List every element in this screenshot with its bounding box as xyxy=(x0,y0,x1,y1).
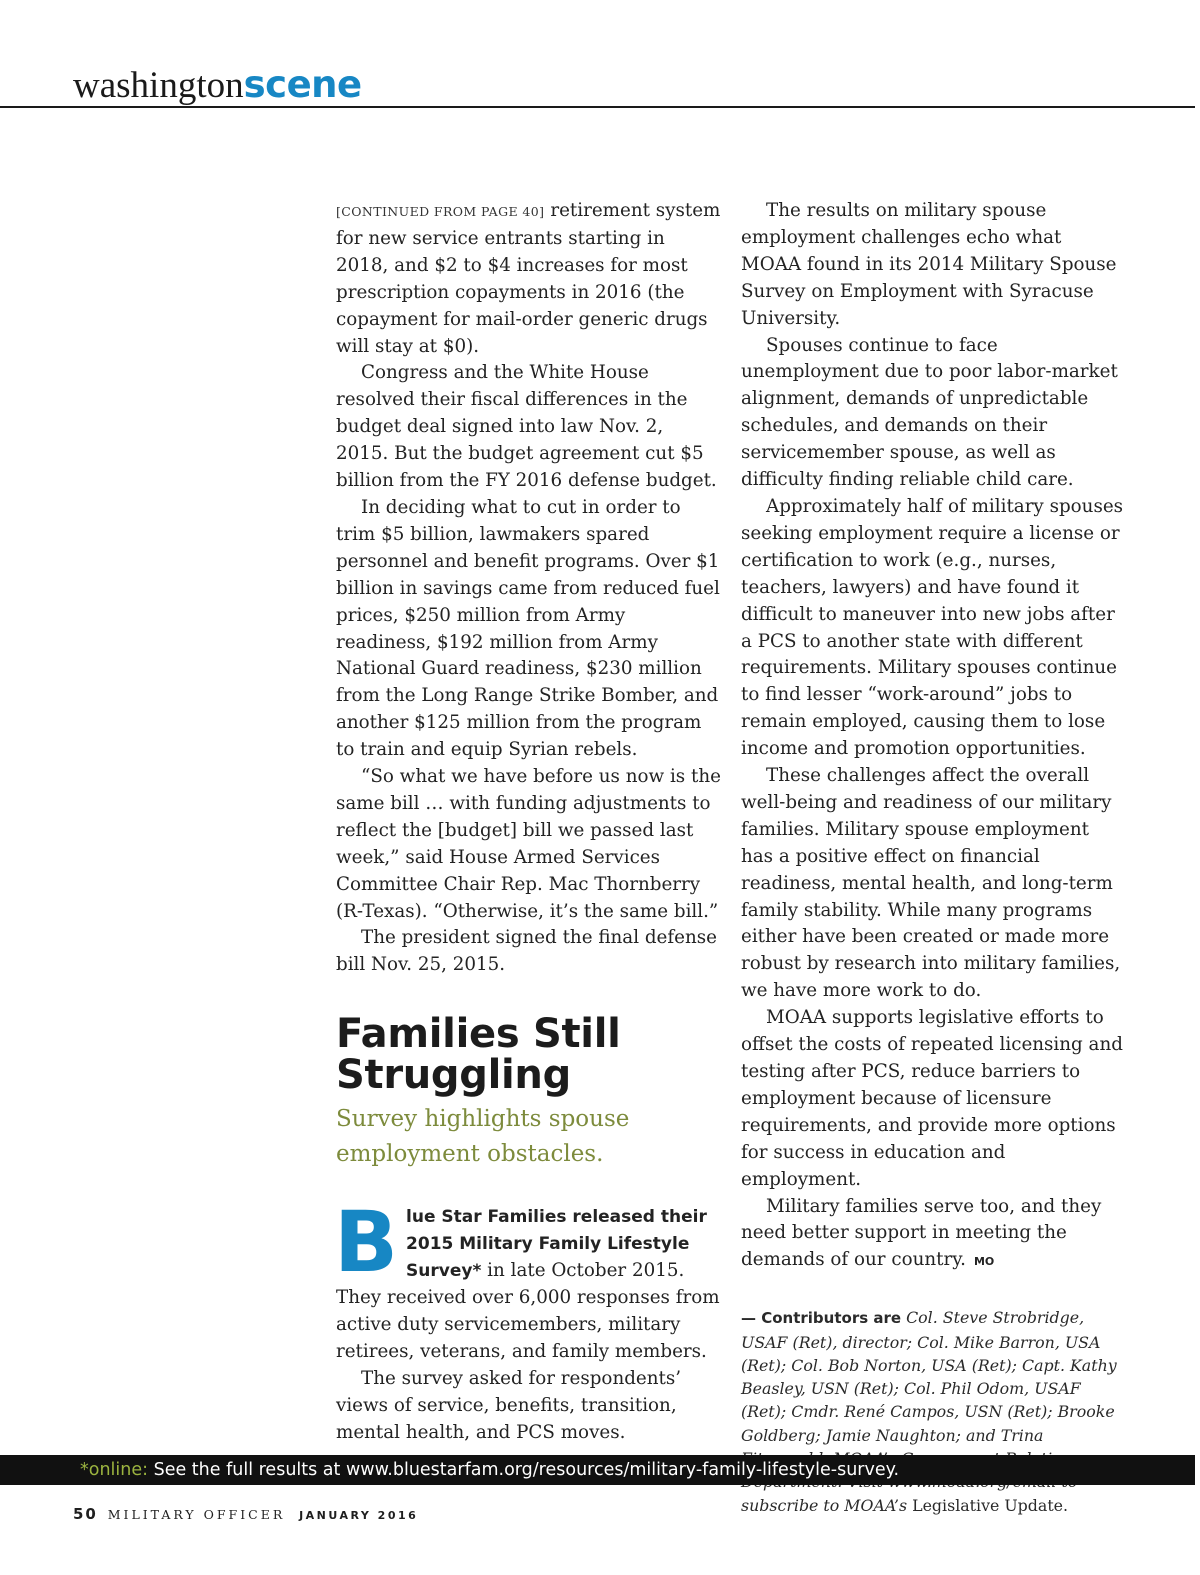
left-column xyxy=(336,198,721,1446)
right-paragraph-5: MOAA supports legislative efforts to offset the costs of repeated licensing and testing after PCS, reduce barriers to employment because of licensure requirements, and provide more options for success in education and employment. xyxy=(741,1007,1123,1190)
left-paragraph-6: The survey asked for respondents’ views of service, benefits, transition, mental health, and PCS moves. xyxy=(336,1367,682,1443)
section-heading xyxy=(73,63,362,106)
section-word: washington xyxy=(73,65,244,106)
contributors-note xyxy=(741,1306,1126,1517)
right-column xyxy=(741,198,1126,1517)
left-paragraph-5: The president signed the final defense bill Nov. 25, 2015. xyxy=(336,927,717,976)
lead-paragraph xyxy=(334,1193,721,1365)
issue-date: JANUARY 2016 xyxy=(299,1509,419,1522)
article-headline: Families Still Struggling xyxy=(336,1011,621,1099)
contributors-label: — Contributors are xyxy=(741,1309,902,1328)
online-bar xyxy=(0,1455,1195,1485)
lead-bold-text: lue Star Families released their 2015 Military Family Lifestyle Survey* xyxy=(406,1207,707,1282)
lead-text: in late October 2015. They received over 6,000 responses from active duty servicemembers, military retirees, veterans, and family members. xyxy=(336,1260,720,1362)
contributors-text: Col. Steve Strobridge, USAF (Ret), director; Col. Mike Barron, USA (Ret); Col. Bob Norton, USA (Ret); Capt. Kathy Beasley, USN (Ret); Col. Phil Odom, USAF (Ret); Cmdr. René Campos, USN (Ret); Brooke Goldberg; Jamie Naughton; and Trina subscribe to MOAA’s xyxy=(741,1308,1117,1515)
right-paragraph-6: Military families serve too, and they need better support in meeting the demands of our country. MO xyxy=(741,1195,1102,1271)
header-rule xyxy=(0,106,1195,108)
magazine-name: MILITARY OFFICER xyxy=(107,1507,286,1522)
left-paragraph-1: [CONTINUED FROM PAGE 40] retirement system for new service entrants starting in 2018, and $2 to $4 increases for most prescription copayments in 2016 (the copayment for mail-order generic drugs will stay at $0). xyxy=(336,200,721,357)
page-footer xyxy=(73,1505,418,1525)
left-paragraph-3: In deciding what to cut in order to trim $5 billion, lawmakers spared personnel and benefit programs. Over $1 billion in savings came from reduced fuel prices, $250 million from Army readiness, $192 million from Army National Guard readiness, $230 million from the Long Range Strike Bomber, and another $125 million from the program to train and equip Syrian rebels. xyxy=(336,496,720,761)
section-accent-word: scene xyxy=(243,63,362,106)
online-label: *online: xyxy=(80,1460,149,1480)
right-paragraph-2: Spouses continue to face unemployment due to poor labor-market alignment, demands of unpredictable schedules, and demands on their servicemember spouse, as well as difficulty finding reliable child care. xyxy=(741,334,1118,491)
right-paragraph-4: These challenges affect the overall well-being and readiness of our military families. Military spouse employment has a positive effect on financial readiness, mental health, and long-term family stability. While many programs either have been created or made more robust by research into military families, we have more work to do. xyxy=(741,765,1121,1002)
right-paragraph-3: Approximately half of military spouses seeking employment require a license or certification to work (e.g., nurses, teachers, lawyers) and have found it difficult to maneuver into new jobs after a PCS to another state with different requirements. Military spouses continue to find lesser “work-around” jobs to remain employed, causing them to lose income and promotion opportunities. xyxy=(741,495,1124,760)
page-number: 50 xyxy=(73,1505,98,1523)
end-mark: MO xyxy=(973,1255,995,1269)
left-paragraph-4: “So what we have before us now is the same bill … with funding adjustments to reflect the [budget] bill we passed last week,” said House Armed Services Committee Chair Rep. Mac Thornberry (R-Texas). “Otherwise, it’s the same bill.” xyxy=(336,766,721,922)
continued-label: [CONTINUED FROM PAGE 40] xyxy=(336,204,545,219)
right-paragraph-1: The results on military spouse employment challenges echo what MOAA found in its 2014 Military Spouse Survey on Employment with Syracuse University. xyxy=(741,200,1117,329)
drop-cap: B xyxy=(334,1193,399,1292)
online-link-text[interactable]: See the full results at www.bluestarfam.org/resources/military-family-lifestyle-survey. xyxy=(148,1460,900,1480)
article-deck: Survey highlights spouse employment obstacles. xyxy=(336,1106,630,1168)
left-paragraph-2: Congress and the White House resolved their fiscal differences in the budget deal signed into law Nov. 2, 2015. But the budget agreement cut $5 billion from the FY 2016 defense budget. xyxy=(336,362,717,492)
contributors-publication: Legislative Update. xyxy=(912,1495,1069,1515)
